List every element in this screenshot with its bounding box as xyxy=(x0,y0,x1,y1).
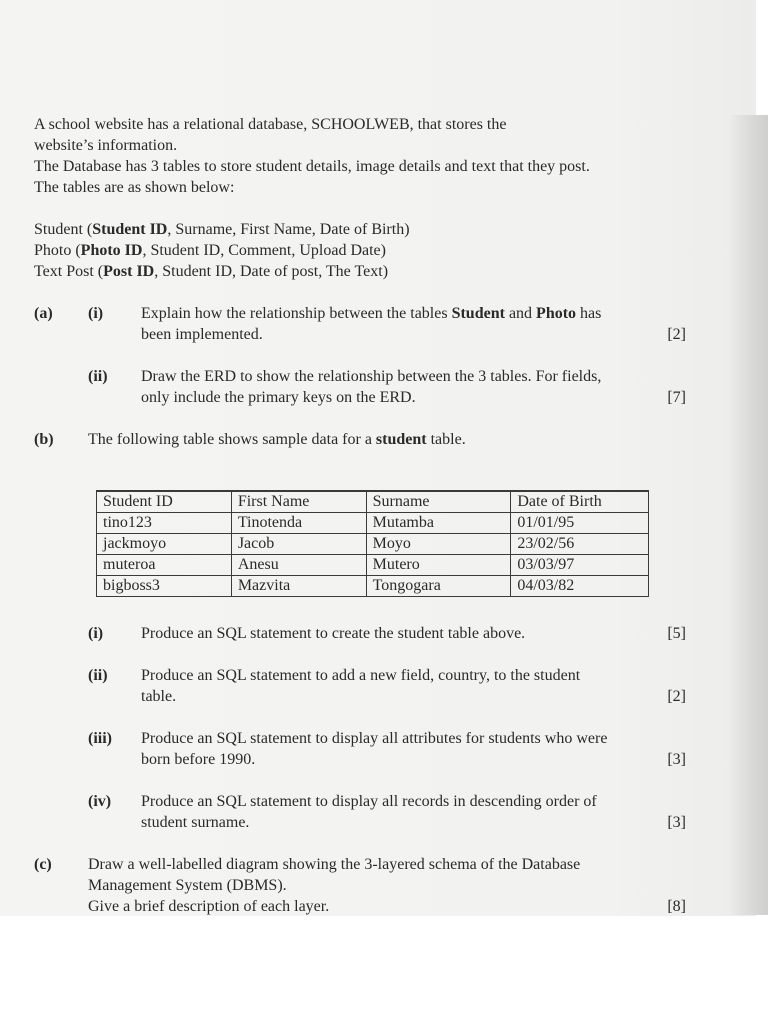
part-b-ii-line-2: table. xyxy=(141,688,177,705)
part-a-label: (a) xyxy=(34,305,53,322)
header-date-of-birth: Date of Birth xyxy=(511,491,649,513)
table-cell: Tongogara xyxy=(366,576,511,597)
schema-textpost: Text Post (Post ID, Student ID, Date of post, The Text) xyxy=(34,263,389,280)
part-b-intro: The following table shows sample data for a student table. xyxy=(88,431,466,448)
table-row xyxy=(97,513,649,534)
table-row xyxy=(97,555,649,576)
header-first-name: First Name xyxy=(231,491,366,513)
part-b-iv-label: (iv) xyxy=(88,793,112,810)
part-a-i-line-1: Explain how the relationship between the tables Student and Photo has xyxy=(141,305,602,322)
table-cell: muteroa xyxy=(97,555,232,576)
header-surname: Surname xyxy=(366,491,511,513)
table-cell: Mutero xyxy=(366,555,511,576)
table-cell: 23/02/56 xyxy=(511,534,649,555)
table-cell: tino123 xyxy=(97,513,232,534)
table-cell: Jacob xyxy=(231,534,366,555)
part-b-i-label: (i) xyxy=(88,625,104,642)
part-c-label: (c) xyxy=(34,856,52,873)
table-row xyxy=(97,576,649,597)
table-cell: Tinotenda xyxy=(231,513,366,534)
part-b-i-marks: [5] xyxy=(667,625,686,642)
part-a-ii-line-2: only include the primary keys on the ERD. xyxy=(141,389,416,406)
schema-student: Student (Student ID, Surname, First Name, Date of Birth) xyxy=(34,221,410,238)
part-b-label: (b) xyxy=(34,431,54,448)
table-cell: Mazvita xyxy=(231,576,366,597)
part-b-ii-line-1: Produce an SQL statement to add a new field, country, to the student xyxy=(141,667,581,684)
part-b-ii-label: (ii) xyxy=(88,667,108,684)
part-b-iii-label: (iii) xyxy=(88,730,112,747)
part-a-ii-label: (ii) xyxy=(88,368,108,385)
part-a-ii-line-1: Draw the ERD to show the relationship between the 3 tables. For fields, xyxy=(141,368,602,385)
table-cell: 01/01/95 xyxy=(511,513,649,534)
part-c-line-1: Draw a well-labelled diagram showing the 3-layered schema of the Database xyxy=(88,856,581,873)
intro-line-4: The tables are as shown below: xyxy=(34,179,235,196)
table-cell: Mutamba xyxy=(366,513,511,534)
part-b-iii-line-2: born before 1990. xyxy=(141,751,256,768)
intro-line-3: The Database has 3 tables to store student details, image details and text that they post. xyxy=(34,158,590,175)
intro-line-2: website’s information. xyxy=(34,137,178,154)
table-cell: 03/03/97 xyxy=(511,555,649,576)
part-c-line-3: Give a brief description of each layer. xyxy=(88,898,330,915)
part-b-ii-marks: [2] xyxy=(667,688,686,705)
table-cell: 04/03/82 xyxy=(511,576,649,597)
intro-line-1: A school website has a relational database, SCHOOLWEB, that stores the xyxy=(34,116,507,133)
part-b-iv-line-1: Produce an SQL statement to display all records in descending order of xyxy=(141,793,597,810)
table-cell: jackmoyo xyxy=(97,534,232,555)
part-c-line-2: Management System (DBMS). xyxy=(88,877,287,894)
part-b-iv-line-2: student surname. xyxy=(141,814,250,831)
student-table xyxy=(96,490,649,597)
part-a-ii-marks: [7] xyxy=(667,389,686,406)
header-student-id: Student ID xyxy=(97,491,232,513)
table-cell: bigboss3 xyxy=(97,576,232,597)
table-header-row xyxy=(97,491,649,513)
part-b-iii-marks: [3] xyxy=(667,751,686,768)
part-b-iii-line-1: Produce an SQL statement to display all attributes for students who were xyxy=(141,730,608,747)
table-cell: Moyo xyxy=(366,534,511,555)
part-a-i-marks: [2] xyxy=(667,326,686,343)
part-a-i-label: (i) xyxy=(88,305,104,322)
page-edge-shadow xyxy=(728,115,768,915)
table-cell: Anesu xyxy=(231,555,366,576)
part-b-i-line-1: Produce an SQL statement to create the student table above. xyxy=(141,625,526,642)
part-b-iv-marks: [3] xyxy=(667,814,686,831)
table-row xyxy=(97,534,649,555)
part-a-i-line-2: been implemented. xyxy=(141,326,263,343)
part-c-marks: [8] xyxy=(667,898,686,915)
schema-photo: Photo (Photo ID, Student ID, Comment, Upload Date) xyxy=(34,242,386,259)
